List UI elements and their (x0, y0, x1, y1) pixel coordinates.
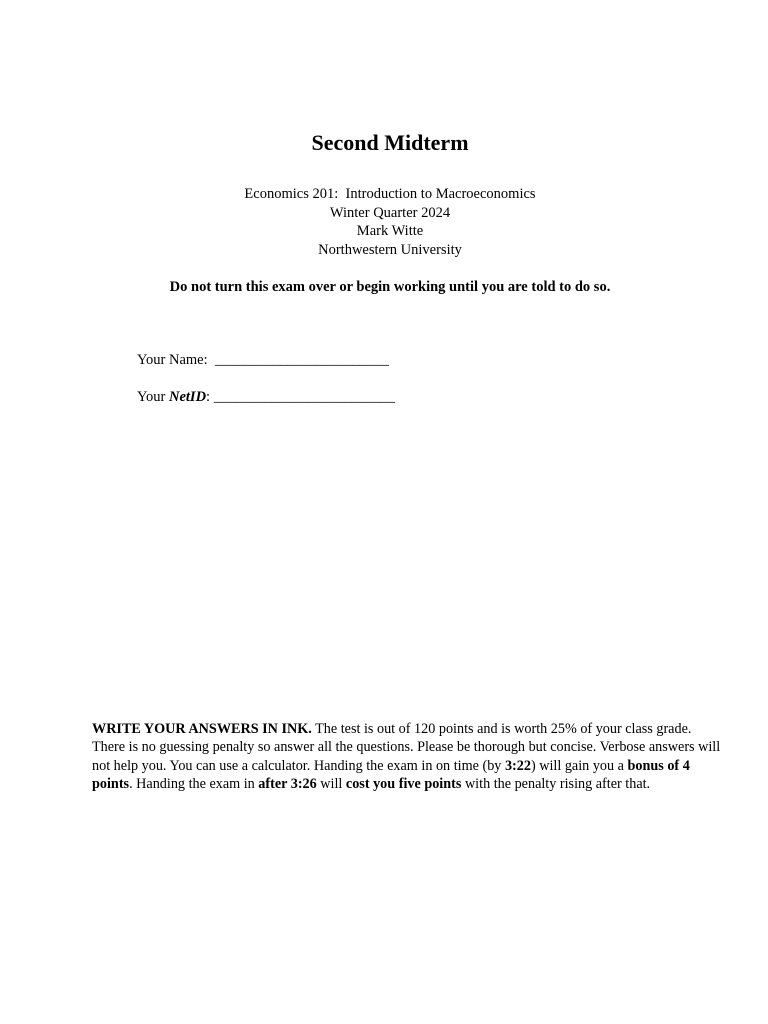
instructions-text-4: will (316, 776, 346, 793)
do-not-turn-warning: Do not turn this exam over or begin working until you are told to do so. (169, 279, 611, 295)
university: Northwestern University (318, 241, 462, 258)
ink-instruction: WRITE YOUR ANSWERS IN INK. (92, 721, 312, 737)
on-time-deadline: 3:22 (504, 757, 531, 774)
name-blank-line[interactable]: ________________________ (214, 352, 389, 368)
quarter: Winter Quarter 2024 (329, 204, 451, 221)
netid-field[interactable] (137, 388, 395, 406)
course-info (0, 185, 768, 259)
exam-instructions (92, 720, 722, 794)
instructions-text-1: The test is out of 120 points and is worth 25% of your class grade. There is no guessing penalty so answer all the questions. Please be thorough but concise. Verbose answers will not help you. You can use a calculator. Handing the exam in on time (by (92, 721, 721, 774)
bonus-text: bonus of 4 points (92, 757, 690, 793)
exam-title: Second Midterm (311, 130, 469, 155)
netid-blank-line[interactable]: _________________________ (213, 389, 395, 405)
penalty-text: cost you five points (345, 776, 462, 793)
netid-label: NetID (168, 389, 207, 405)
name-field[interactable] (137, 351, 389, 369)
name-label: Your Name: (137, 352, 215, 368)
netid-prefix: Your (137, 389, 169, 405)
instructions-text-5: with the penalty rising after that. (461, 776, 651, 793)
course-name: Economics 201: Introduction to Macroeconomics (244, 186, 536, 202)
instructions-text-3: . Handing the exam in (129, 776, 259, 793)
netid-suffix: : (206, 389, 214, 405)
late-deadline: after 3:26 (258, 776, 317, 793)
instructions-text-2: ) will gain you a (530, 757, 628, 774)
instructor: Mark Witte (356, 223, 424, 239)
